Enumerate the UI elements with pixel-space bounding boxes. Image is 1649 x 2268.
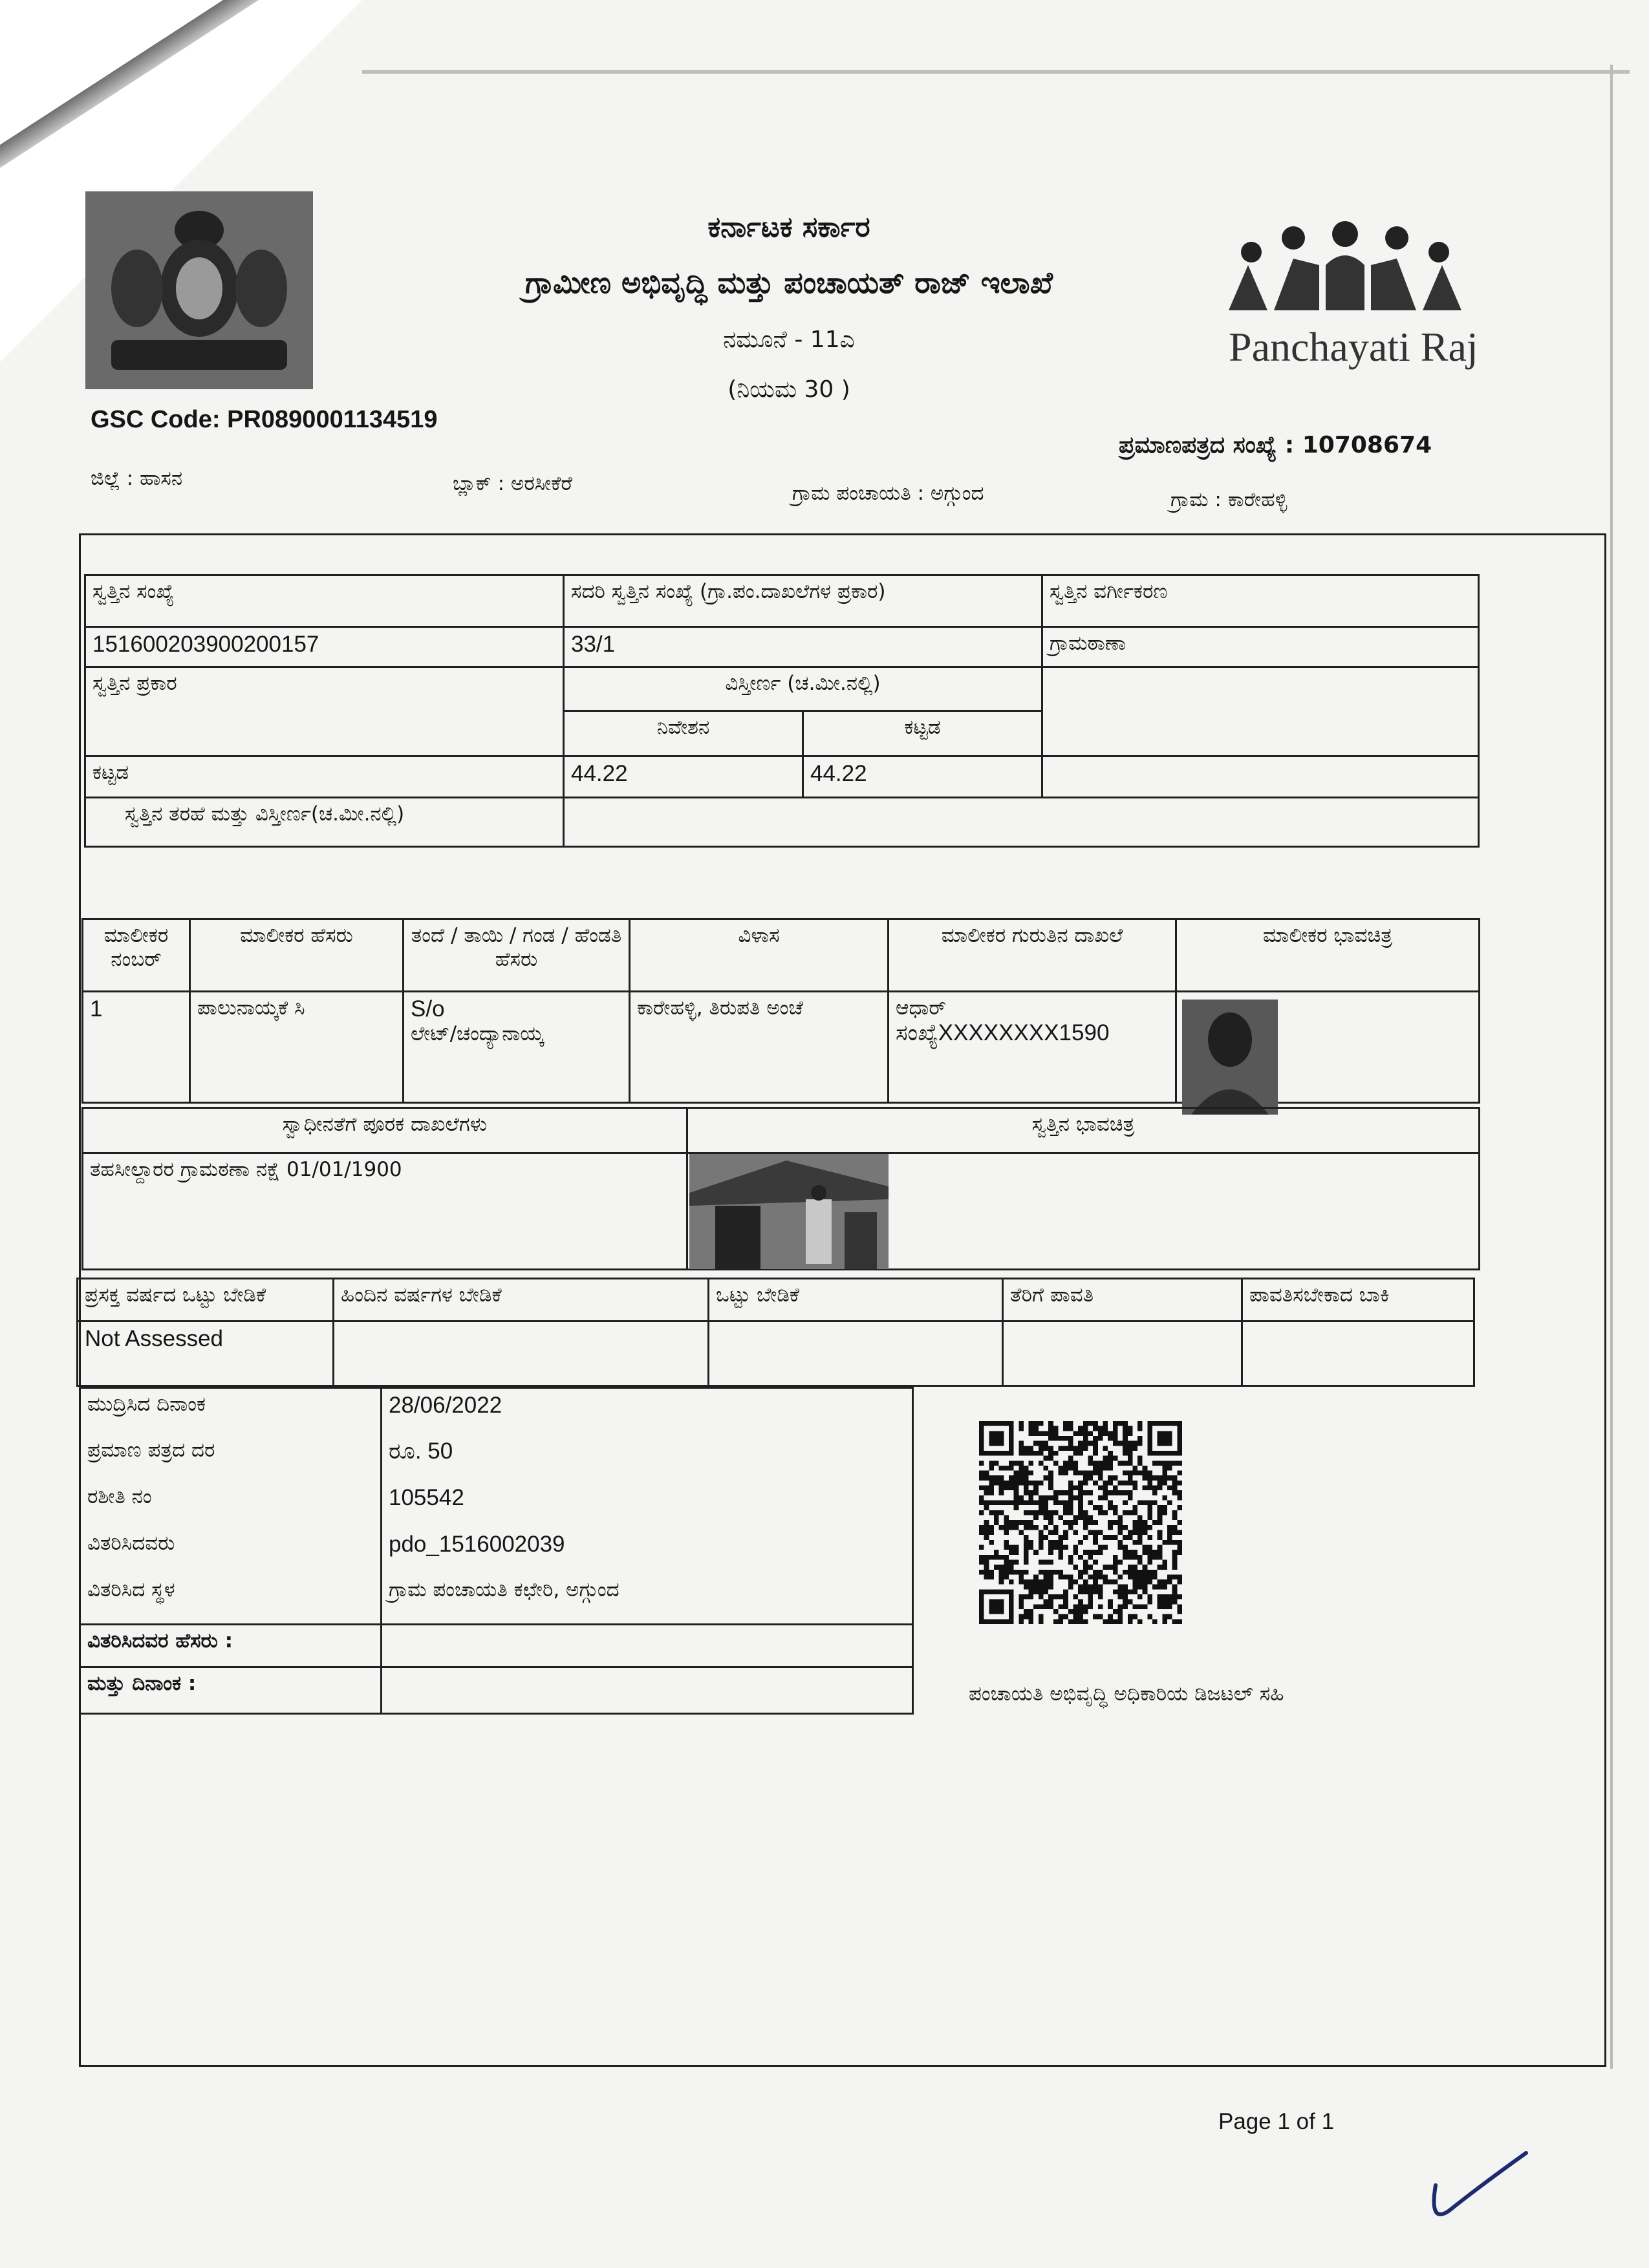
- receipt-number-label: ರಶೀತಿ ನಂ: [80, 1481, 382, 1528]
- scan-top-line: [362, 70, 1630, 74]
- gsc-code: GSC Code: PR0890001134519: [91, 406, 438, 433]
- issue-table: [79, 1387, 914, 1715]
- id-doc-value: ಸಂಖ್ಯೆXXXXXXXX1590: [896, 1020, 1110, 1045]
- digital-signature-label: ಪಂಚಾಯತಿ ಅಭಿವೃದ್ಧಿ ಅಧಿಕಾರಿಯ ಡಿಜಟಲ್ ಸಹಿ: [969, 1682, 1284, 1706]
- issue-date-value: [382, 1667, 913, 1714]
- printed-date-value: 28/06/2022: [382, 1388, 913, 1435]
- tax-paid-value: [1003, 1321, 1242, 1386]
- page-number: Page 1 of 1: [1218, 2109, 1335, 2134]
- panchayati-raj-logo-icon: [1222, 220, 1468, 323]
- owner-address: ಕಾರೇಹಳ್ಳಿ, ತಿರುಪತಿ ಅಂಚೆ: [630, 992, 889, 1103]
- certificate-fee-value: ರೂ. 50: [382, 1435, 913, 1481]
- property-table: [84, 574, 1480, 848]
- ownership-docs-label: ಸ್ವಾಧೀನತೆಗೆ ಪೂರಕ ದಾಖಲೆಗಳು: [83, 1108, 687, 1153]
- district: ಜಿಲ್ಲೆ : ಹಾಸನ: [91, 467, 183, 490]
- owner-name: ಪಾಲುನಾಯ್ಕಕೆ ಸಿ: [190, 992, 404, 1103]
- owner-number: 1: [83, 992, 190, 1103]
- village: ಗ್ರಾಮ : ಕಾರೇಹಳ್ಳಿ: [1170, 488, 1288, 511]
- owner-photo: [1182, 1000, 1278, 1115]
- rule-number: (ನಿಯಮ 30 ): [727, 376, 850, 403]
- relation-prefix: S/o: [411, 996, 445, 1022]
- balance-due-value: [1242, 1321, 1474, 1386]
- total-demand-header: ಒಟ್ಟು ಬೇಡಿಕೆ: [709, 1279, 1003, 1321]
- owner-photo-header: ಮಾಲೀಕರ ಭಾವಚಿತ್ರ: [1176, 919, 1480, 992]
- id-doc-header: ಮಾಲೀಕರ ಗುರುತಿನ ದಾಖಲೆ: [889, 919, 1176, 992]
- total-demand-value: [709, 1321, 1003, 1386]
- gp-property-number-label: ಸದರಿ ಸ್ವತ್ತಿನ ಸಂಖ್ಯೆ (ಗ್ರಾ.ಪಂ.ದಾಖಲೆಗಳ ಪ್ರಕಾರ): [564, 575, 1042, 627]
- area-blank: [1042, 756, 1479, 798]
- tax-table: [76, 1278, 1475, 1387]
- tick-mark-icon: [1423, 2146, 1533, 2231]
- property-number-value: 151600203900200157: [85, 627, 564, 667]
- relation-header: ತಂದೆ / ತಾಯಿ / ಗಂಡ / ಹೆಂಡತಿ ಹೆಸರು: [404, 919, 630, 992]
- issue-place-value: ಗ್ರಾಮ ಪಂಚಾಯತಿ ಕಛೇರಿ, ಅಗ್ಗುಂದ: [382, 1574, 913, 1625]
- gram-panchayat: ಗ್ರಾಮ ಪಂಚಾಯತಿ : ಅಗ್ಗುಂದ: [792, 482, 984, 505]
- property-type-blank: [1042, 667, 1479, 756]
- current-year-demand-value: Not Assessed: [78, 1321, 334, 1386]
- certificate-number: ಪ್ರಮಾಣಪತ್ರದ ಸಂಖ್ಯೆ : 10708674: [1119, 432, 1432, 458]
- area-label: ವಿಸ್ತೀರ್ಣ (ಚ.ಮೀ.ನಲ್ಲಿ): [564, 667, 1042, 711]
- balance-due-header: ಪಾವತಿಸಬೇಕಾದ ಬಾಕಿ: [1242, 1279, 1474, 1321]
- previous-years-demand-value: [334, 1321, 709, 1386]
- relation-cell: [404, 992, 630, 1103]
- owner-number-header: ಮಾಲೀಕರ ನಂಬರ್: [83, 919, 190, 992]
- property-photo: [689, 1154, 889, 1269]
- owner-name-header: ಮಾಲೀಕರ ಹೆಸರು: [190, 919, 404, 992]
- qr-code-icon: [978, 1421, 1183, 1624]
- property-class-label: ಸ್ವತ್ತಿನ ವರ್ಗೀಕರಣ: [1042, 575, 1479, 627]
- form-number: ನಮೂನೆ - 11ಎ: [723, 326, 855, 353]
- id-doc-cell: [889, 992, 1176, 1103]
- building-label: ಕಟ್ಟಡ: [803, 711, 1042, 756]
- building-area-value: 44.22: [803, 756, 1042, 798]
- scan-right-line: [1610, 65, 1613, 2069]
- property-class-value: ಗ್ರಾಮಠಾಣಾ: [1042, 627, 1479, 667]
- issued-by-value: pdo_1516002039: [382, 1528, 913, 1574]
- block: ಬ್ಲಾಕ್ : ಅರಸೀಕೆರೆ: [453, 472, 572, 495]
- property-number-label: ಸ್ವತ್ತಿನ ಸಂಖ್ಯೆ: [85, 575, 564, 627]
- tax-paid-header: ತೆರಿಗೆ ಪಾವತಿ: [1003, 1279, 1242, 1321]
- property-type-label: ಸ್ವತ್ತಿನ ಪ್ರಕಾರ: [85, 667, 564, 756]
- receipt-number-value: 105542: [382, 1481, 913, 1528]
- kind-area-label: ಸ್ವತ್ತಿನ ತರಹೆ ಮತ್ತು ವಿಸ್ತೀರ್ಣ(ಚ.ಮೀ.ನಲ್ಲಿ): [85, 798, 564, 847]
- certificate-fee-label: ಪ್ರಮಾಣ ಪತ್ರದ ದರ: [80, 1435, 382, 1481]
- site-label: ನಿವೇಶನ: [564, 711, 803, 756]
- property-photo-label: ಸ್ವತ್ತಿನ ಭಾವಚಿತ್ರ: [687, 1108, 1480, 1153]
- kind-area-value: [564, 798, 1479, 847]
- previous-years-demand-header: ಹಿಂದಿನ ವರ್ಷಗಳ ಬೇಡಿಕೆ: [334, 1279, 709, 1321]
- site-area-value: 44.22: [564, 756, 803, 798]
- issue-place-label: ವಿತರಿಸಿದ ಸ್ಥಳ: [80, 1574, 382, 1625]
- property-type-value: ಕಟ್ಟಡ: [85, 756, 564, 798]
- karnataka-emblem-icon: [85, 191, 313, 389]
- issuer-name-label: ವಿತರಿಸಿದವರ ಹೆಸರು :: [80, 1625, 382, 1667]
- relation-name: ಲೇಟ್/ಚಂದ್ಯಾನಾಯ್ಕ: [411, 1022, 544, 1045]
- current-year-demand-header: ಪ್ರಸಕ್ತ ವರ್ಷದ ಒಟ್ಟು ಬೇಡಿಕೆ: [78, 1279, 334, 1321]
- id-doc-type: ಆಧಾರ್: [896, 996, 946, 1020]
- department-title: ಗ್ರಾಮೀಣ ಅಭಿವೃದ್ಧಿ ಮತ್ತು ಪಂಚಾಯತ್ ರಾಜ್ ಇಲಾಖೆ: [525, 265, 1053, 300]
- gp-property-number-value: 33/1: [564, 627, 1042, 667]
- govt-title: ಕರ್ನಾಟಕ ಸರ್ಕಾರ: [707, 211, 870, 244]
- issued-by-label: ವಿತರಿಸಿದವರು: [80, 1528, 382, 1574]
- issuer-name-value: [382, 1625, 913, 1667]
- printed-date-label: ಮುದ್ರಿಸಿದ ದಿನಾಂಕ: [80, 1388, 382, 1435]
- address-header: ವಿಳಾಸ: [630, 919, 889, 992]
- ownership-docs-value: ತಹಸೀಲ್ದಾರರ ಗ್ರಾಮಠಣಾ ನಕ್ಷೆ 01/01/1900: [83, 1153, 687, 1270]
- logo-text: Panchayati Raj: [1229, 324, 1478, 370]
- issue-date-label: ಮತ್ತು ದಿನಾಂಕ :: [80, 1667, 382, 1714]
